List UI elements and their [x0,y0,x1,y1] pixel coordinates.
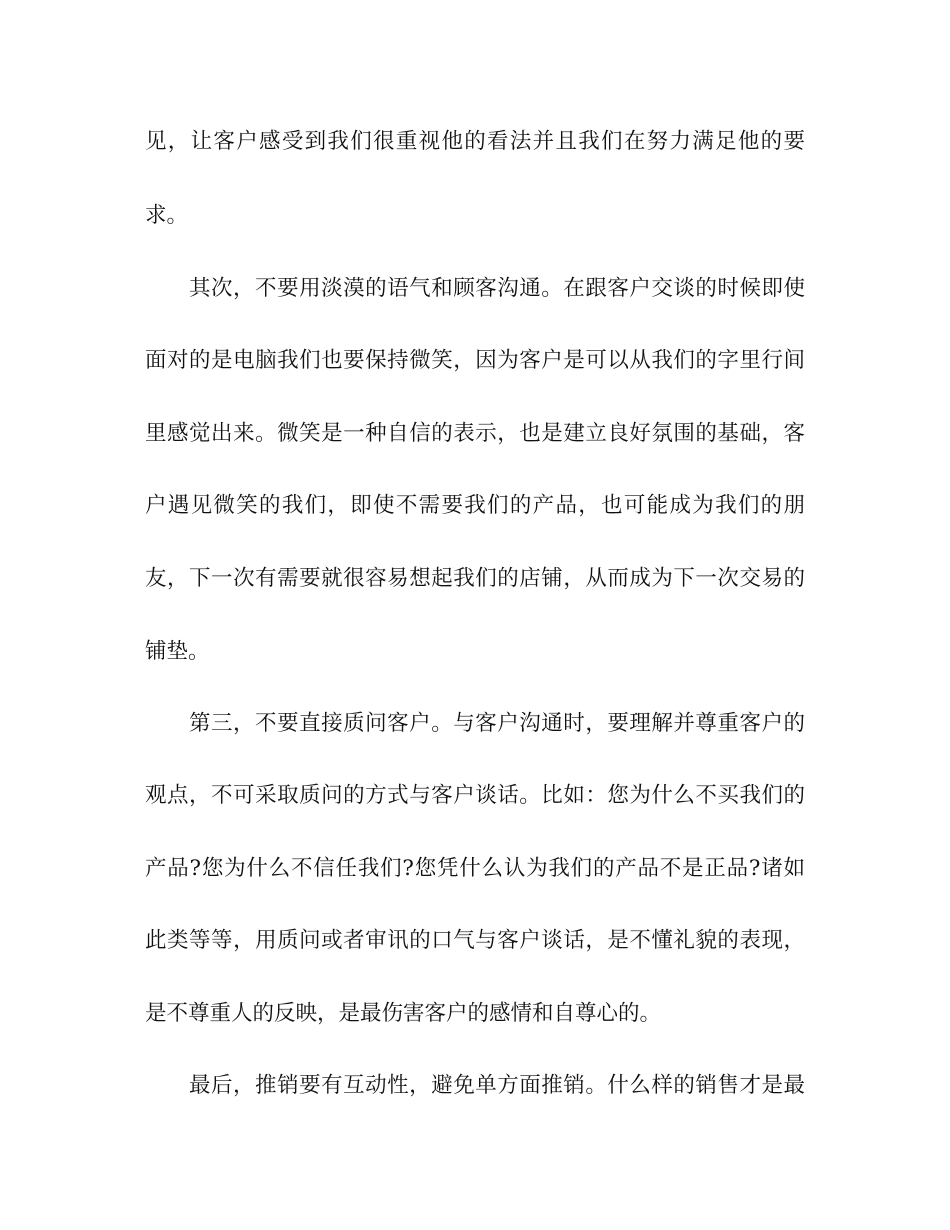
paragraph-line: 户遇见微笑的我们，即使不需要我们的产品，也可能成为我们的朋 [145,493,805,518]
paragraph-line: 此类等等，用质问或者审讯的口气与客户谈话，是不懂礼貌的表现， [145,928,805,953]
paragraph-line: 面对的是电脑我们也要保持微笑，因为客户是可以从我们的字里行间 [145,348,805,373]
paragraph-line: 第三，不要直接质问客户。与客户沟通时，要理解并尊重客户的 [189,711,805,736]
paragraph-line: 最后，推销要有互动性，避免单方面推销。什么样的销售才是最 [189,1073,805,1098]
paragraph-line: 观点，不可采取质问的方式与客户谈话。比如：您为什么不买我们的 [145,783,805,808]
paragraph-line: 求。 [145,203,189,228]
paragraph-line: 友，下一次有需要就很容易想起我们的店铺，从而成为下一次交易的 [145,566,805,591]
paragraph-line: 铺垫。 [145,639,210,664]
paragraph-line: 是不尊重人的反映，是最伤害客户的感情和自尊心的。 [145,1001,662,1026]
paragraph-line: 见，让客户感受到我们很重视他的看法并且我们在努力满足他的要 [145,129,805,154]
paragraph-line: 其次，不要用淡漠的语气和顾客沟通。在跟客户交谈的时候即使 [189,276,805,301]
paragraph-line: 里感觉出来。微笑是一种自信的表示，也是建立良好氛围的基础，客 [145,421,805,446]
paragraph-line: 产品?您为什么不信任我们?您凭什么认为我们的产品不是正品?诸如 [145,856,805,881]
